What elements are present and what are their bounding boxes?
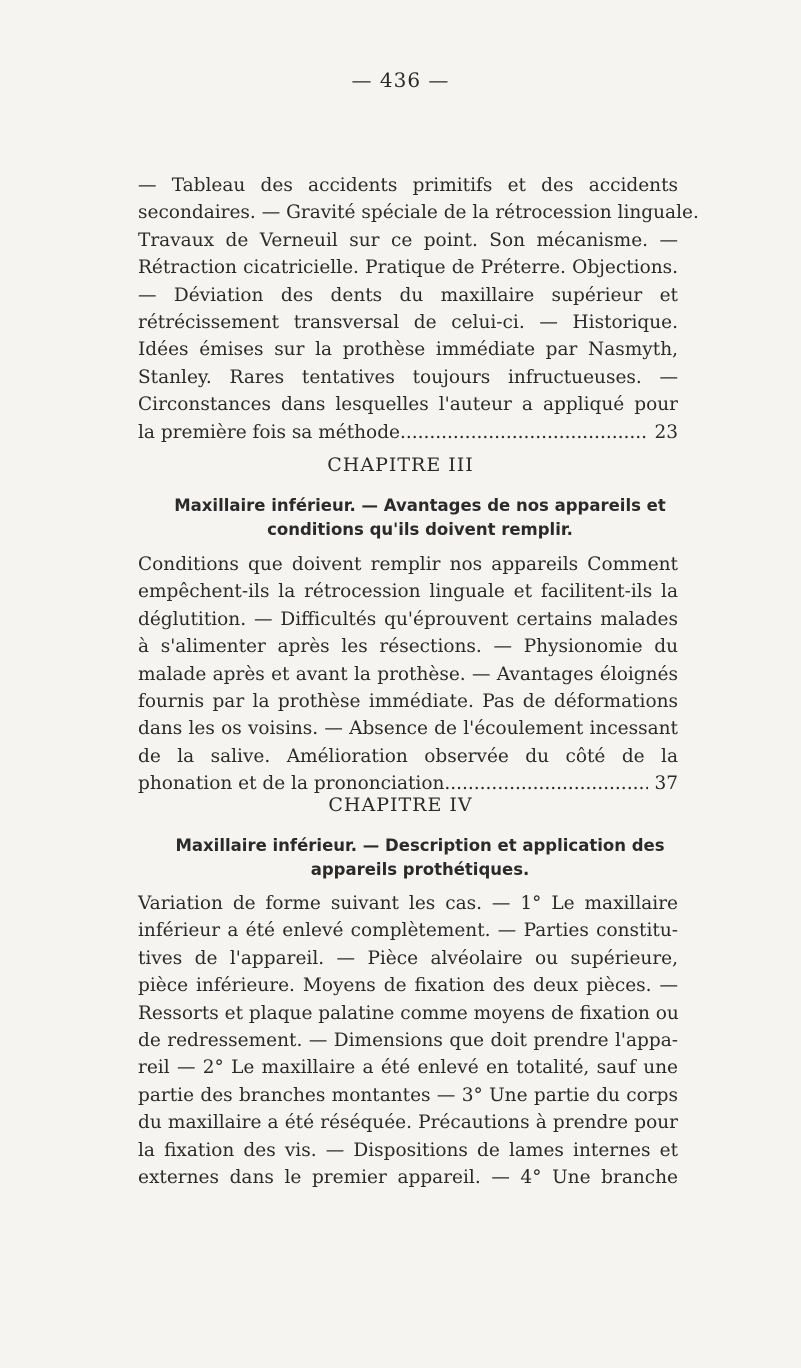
dot-leader bbox=[400, 419, 648, 446]
entry-line: Ressorts et plaque palatine comme moyens de fixation ou bbox=[138, 1002, 679, 1024]
entry-line: — Déviation des dents du maxillaire supérieur et bbox=[138, 284, 678, 306]
entry-line: Circonstances dans lesquelles l'auteur a appliqué pour bbox=[138, 394, 678, 416]
entry-line: tives de l'appareil. — Pièce alvéolaire ou supérieure, bbox=[138, 947, 678, 969]
entry-line: Conditions que doivent remplir nos appareils Comment bbox=[138, 554, 678, 575]
entry-line: de la salive. Amélioration observée du côté de la bbox=[138, 745, 678, 767]
chapter-title-line: appareils prothétiques. bbox=[310, 860, 530, 879]
chapter-heading-4: CHAPITRE IV bbox=[328, 794, 473, 816]
entry-line: Idées émises sur la prothèse immédiate par Nasmyth, bbox=[138, 339, 678, 361]
entry-line: empêchent-ils la rétrocession linguale et facilitent-ils la bbox=[138, 581, 678, 603]
entry-line: la fixation des vis. — Dispositions de lames internes et bbox=[138, 1139, 678, 1161]
toc-entry-3 bbox=[138, 890, 678, 1191]
entry-line: Variation de forme suivant les cas. — 1° Le maxillaire bbox=[138, 893, 678, 914]
entry-line: de redressement. — Dimensions que doit prendre l'appa- bbox=[138, 1030, 678, 1052]
entry-line: pièce inférieure. Moyens de fixation des deux pièces. — bbox=[138, 975, 678, 997]
entry-line: secondaires. — Gravité spéciale de la rétrocession linguale. bbox=[138, 202, 699, 224]
toc-entry-1 bbox=[138, 172, 699, 446]
chapter-heading-3: CHAPITRE III bbox=[327, 454, 474, 476]
entry-line: Rétraction cicatricielle. Pratique de Préterre. Objections. bbox=[138, 257, 678, 279]
entry-line: Travaux de Verneuil sur ce point. Son mécanisme. — bbox=[138, 229, 678, 251]
entry-line: du maxillaire a été réséquée. Précautions à prendre pour bbox=[138, 1112, 678, 1134]
entry-line: rétrécissement transversal de celui-ci. — Historique. bbox=[138, 312, 678, 334]
chapter-title-4 bbox=[140, 834, 700, 882]
entry-last-text: phonation et de la prononciation bbox=[138, 773, 445, 795]
chapter-title-line: conditions qu'ils doivent remplir. bbox=[267, 520, 573, 539]
entry-line: dans les os voisins. — Absence de l'écoulement incessant bbox=[138, 718, 678, 740]
chapter-title-3 bbox=[140, 494, 700, 542]
chapter-title-line: Maxillaire inférieur. — Avantages de nos appareils et bbox=[174, 496, 666, 515]
entry-line: — Tableau des accidents primitifs et des accidents bbox=[138, 175, 678, 196]
entry-line: malade après et avant la prothèse. — Avantages éloignés bbox=[138, 663, 678, 685]
entry-line: partie des branches montantes — 3° Une partie du corps bbox=[138, 1084, 678, 1106]
entry-line: inférieur a été enlevé complètement. — Parties constitu- bbox=[138, 920, 678, 942]
entry-line: déglutition. — Difficultés qu'éprouvent certains malades bbox=[138, 608, 678, 630]
toc-entry-2 bbox=[138, 551, 678, 798]
chapter-title-line: Maxillaire inférieur. — Description et application des bbox=[175, 836, 665, 855]
entry-line: reil — 2° Le maxillaire a été enlevé en totalité, sauf une bbox=[138, 1057, 678, 1079]
entry-line: fournis par la prothèse immédiate. Pas de déformations bbox=[138, 691, 678, 713]
page-reference: 23 bbox=[654, 421, 678, 443]
entry-line: à s'alimenter après les résections. — Physionomie du bbox=[138, 636, 678, 658]
entry-last-text: la première fois sa méthode bbox=[138, 421, 400, 443]
entry-line: externes dans le premier appareil. — 4° Une branche bbox=[138, 1167, 678, 1189]
page-reference: 37 bbox=[654, 773, 678, 795]
page-number: — 436 — bbox=[351, 68, 450, 92]
entry-last-line bbox=[138, 419, 678, 446]
entry-line: Stanley. Rares tentatives toujours infructueuses. — bbox=[138, 366, 678, 388]
